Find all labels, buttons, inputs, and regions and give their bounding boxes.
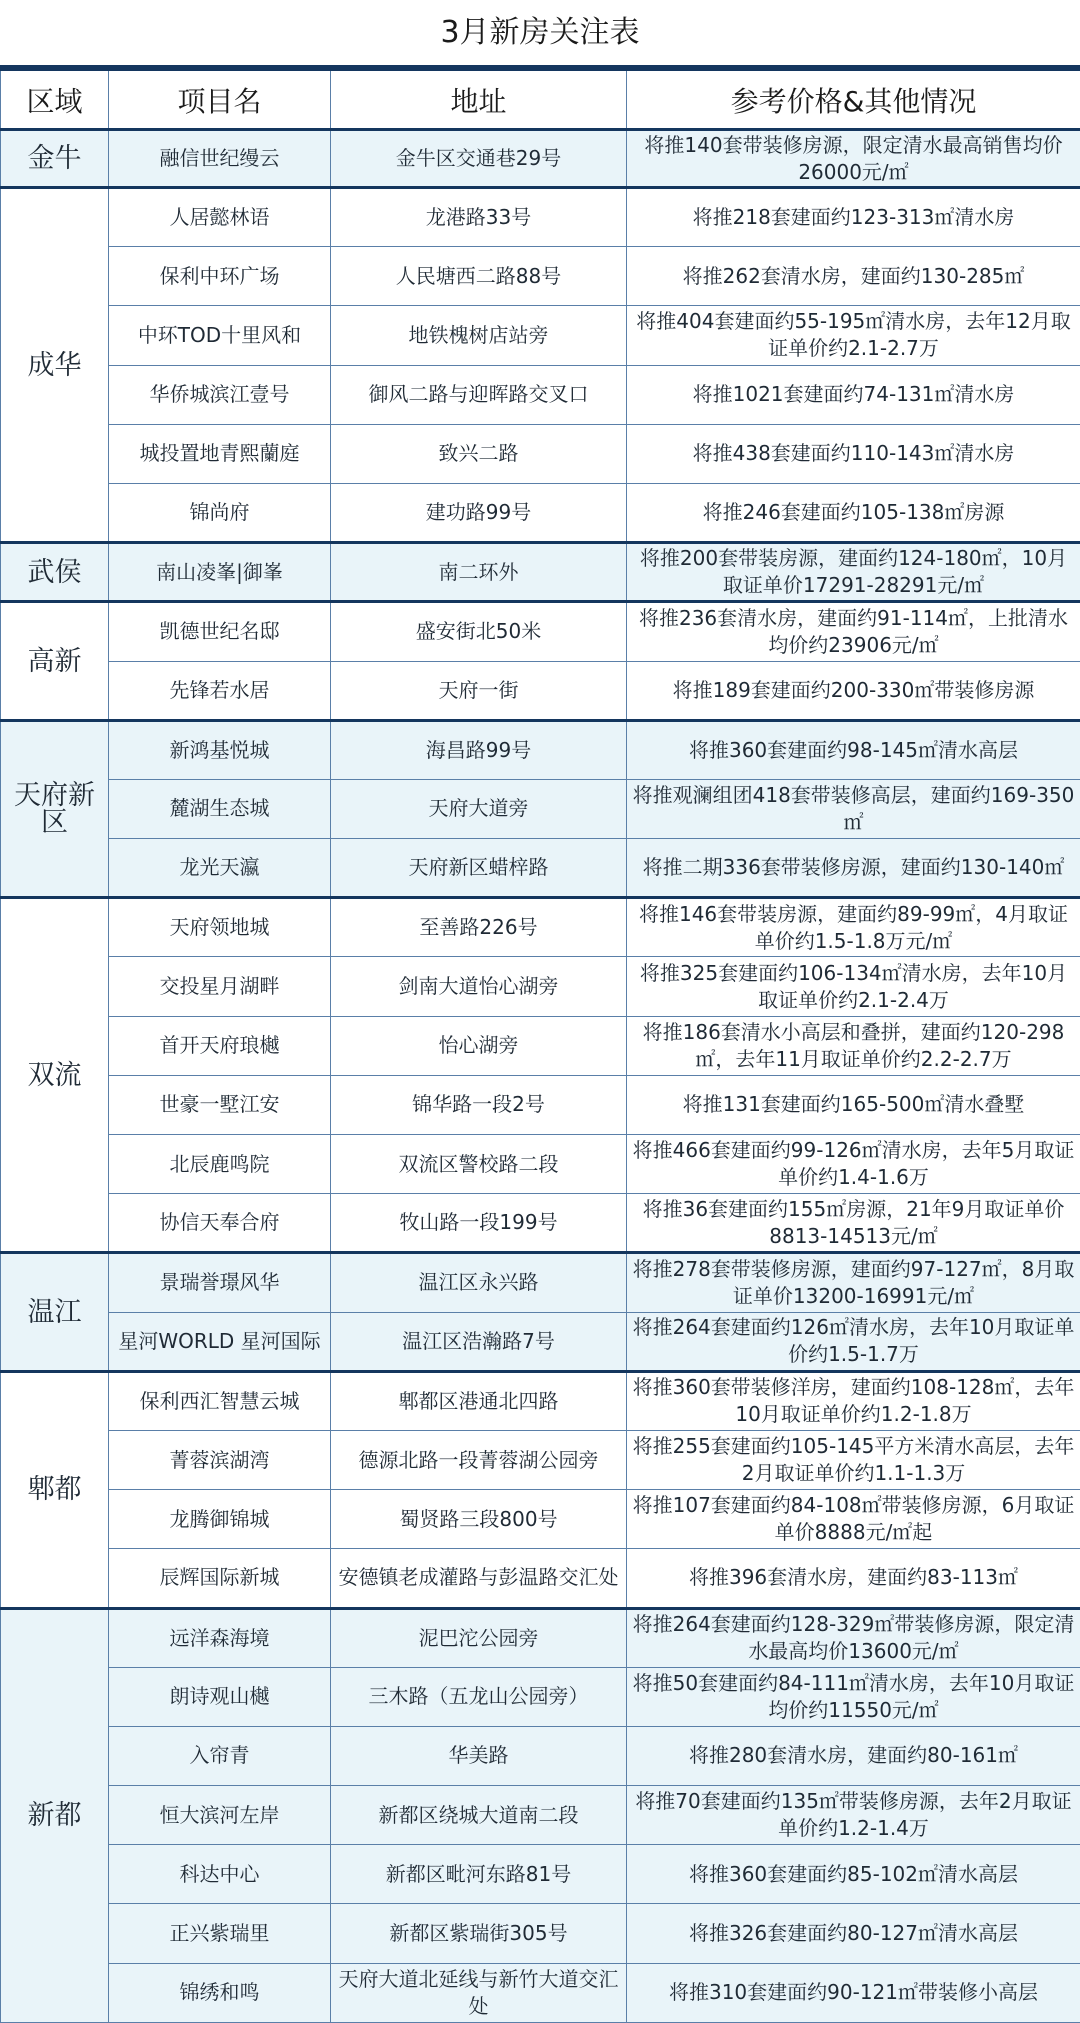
- price-info-cell: 将推200套带装房源，建面约124-180㎡，10月取证单价17291-28291元/㎡: [627, 543, 1080, 602]
- address-cell: 盛安街北50米: [331, 602, 627, 661]
- project-name-cell: 辰辉国际新城: [109, 1549, 331, 1608]
- address-cell: 天府新区蜡梓路: [331, 839, 627, 898]
- address-cell: 龙港路33号: [331, 188, 627, 247]
- district-cell: 成华: [1, 188, 109, 543]
- table-row: [1, 720, 1080, 779]
- address-cell: 华美路: [331, 1726, 627, 1785]
- price-info-cell: 将推186套清水小高层和叠拼，建面约120-298㎡，去年11月取证单价约2.2-2.7万: [627, 1016, 1080, 1075]
- address-cell: 御风二路与迎晖路交叉口: [331, 365, 627, 424]
- price-info-cell: 将推131套建面约165-500㎡清水叠墅: [627, 1075, 1080, 1134]
- address-cell: 蜀贤路三段800号: [331, 1490, 627, 1549]
- address-cell: 郫都区港通北四路: [331, 1371, 627, 1430]
- project-name-cell: 中环TOD十里风和: [109, 306, 331, 365]
- table-row: [1, 1016, 1080, 1075]
- table-row: [1, 898, 1080, 957]
- address-cell: 金牛区交通巷29号: [331, 130, 627, 188]
- price-info-cell: 将推262套清水房，建面约130-285㎡: [627, 247, 1080, 306]
- table-row: [1, 1667, 1080, 1726]
- project-name-cell: 凯德世纪名邸: [109, 602, 331, 661]
- address-cell: 天府大道北延线与新竹大道交汇处: [331, 1963, 627, 2022]
- address-cell: 南二环外: [331, 543, 627, 602]
- project-name-cell: 城投置地青熙蘭庭: [109, 424, 331, 483]
- address-cell: 天府大道旁: [331, 779, 627, 838]
- project-name-cell: 新鸿基悦城: [109, 720, 331, 779]
- new-homes-table: [0, 68, 1080, 2023]
- project-name-cell: 保利西汇智慧云城: [109, 1371, 331, 1430]
- project-name-cell: 人居懿林语: [109, 188, 331, 247]
- project-name-cell: 龙腾御锦城: [109, 1490, 331, 1549]
- address-cell: 地铁槐树店站旁: [331, 306, 627, 365]
- address-cell: 三木路（五龙山公园旁）: [331, 1667, 627, 1726]
- address-cell: 温江区永兴路: [331, 1253, 627, 1312]
- table-row: [1, 188, 1080, 247]
- table-row: [1, 839, 1080, 898]
- page-title: 3月新房关注表: [0, 0, 1080, 68]
- price-info-cell: 将推404套建面约55-195㎡清水房，去年12月取证单价约2.1-2.7万: [627, 306, 1080, 365]
- project-name-cell: 景瑞誉璟风华: [109, 1253, 331, 1312]
- price-info-cell: 将推50套建面约84-111㎡清水房，去年10月取证均价约11550元/㎡: [627, 1667, 1080, 1726]
- address-cell: 新都区绕城大道南二段: [331, 1786, 627, 1845]
- price-info-cell: 将推观澜组团418套带装修高层，建面约169-350㎡: [627, 779, 1080, 838]
- table-row: [1, 1786, 1080, 1845]
- table-row: [1, 130, 1080, 188]
- table-row: [1, 1726, 1080, 1785]
- project-name-cell: 锦绣和鸣: [109, 1963, 331, 2022]
- table-row: [1, 1135, 1080, 1194]
- project-name-cell: 保利中环广场: [109, 247, 331, 306]
- district-cell: 天府新区: [1, 720, 109, 898]
- header-row: [1, 70, 1080, 130]
- price-info-cell: 将推310套建面约90-121㎡带装修小高层: [627, 1963, 1080, 2022]
- address-cell: 牧山路一段199号: [331, 1194, 627, 1253]
- district-cell: 郫都: [1, 1371, 109, 1608]
- table-row: [1, 1549, 1080, 1608]
- table-row: [1, 1194, 1080, 1253]
- price-info-cell: 将推264套建面约126㎡清水房，去年10月取证单价约1.5-1.7万: [627, 1312, 1080, 1371]
- district-cell: 双流: [1, 898, 109, 1253]
- header-project-name: 项目名: [109, 70, 331, 130]
- project-name-cell: 远洋森海境: [109, 1608, 331, 1667]
- price-info-cell: 将推146套带装房源，建面约89-99㎡，4月取证单价约1.5-1.8万元/㎡: [627, 898, 1080, 957]
- project-name-cell: 北辰鹿鸣院: [109, 1135, 331, 1194]
- header-address: 地址: [331, 70, 627, 130]
- address-cell: 致兴二路: [331, 424, 627, 483]
- table-row: [1, 543, 1080, 602]
- project-name-cell: 菁蓉滨湖湾: [109, 1430, 331, 1489]
- table-row: [1, 1845, 1080, 1904]
- price-info-cell: 将推218套建面约123-313㎡清水房: [627, 188, 1080, 247]
- district-cell: 武侯: [1, 543, 109, 602]
- address-cell: 人民塘西二路88号: [331, 247, 627, 306]
- table-row: [1, 483, 1080, 542]
- district-cell: 温江: [1, 1253, 109, 1371]
- table-row: [1, 602, 1080, 661]
- project-name-cell: 南山凌峯|御峯: [109, 543, 331, 602]
- table-row: [1, 1075, 1080, 1134]
- address-cell: 德源北路一段菁蓉湖公园旁: [331, 1430, 627, 1489]
- project-name-cell: 天府领地城: [109, 898, 331, 957]
- price-info-cell: 将推107套建面约84-108㎡带装修房源，6月取证单价8888元/㎡起: [627, 1490, 1080, 1549]
- header-price-info: 参考价格&其他情况: [627, 70, 1080, 130]
- price-info-cell: 将推396套清水房，建面约83-113㎡: [627, 1549, 1080, 1608]
- price-info-cell: 将推1021套建面约74-131㎡清水房: [627, 365, 1080, 424]
- address-cell: 剑南大道怡心湖旁: [331, 957, 627, 1016]
- address-cell: 新都区毗河东路81号: [331, 1845, 627, 1904]
- project-name-cell: 恒大滨河左岸: [109, 1786, 331, 1845]
- price-info-cell: 将推255套建面约105-145平方米清水高层，去年2月取证单价约1.1-1.3万: [627, 1430, 1080, 1489]
- project-name-cell: 交投星月湖畔: [109, 957, 331, 1016]
- project-name-cell: 正兴紫瑞里: [109, 1904, 331, 1963]
- project-name-cell: 科达中心: [109, 1845, 331, 1904]
- address-cell: 至善路226号: [331, 898, 627, 957]
- price-info-cell: 将推360套建面约98-145㎡清水高层: [627, 720, 1080, 779]
- address-cell: 天府一街: [331, 661, 627, 720]
- address-cell: 新都区紫瑞街305号: [331, 1904, 627, 1963]
- table-row: [1, 1371, 1080, 1430]
- price-info-cell: 将推70套建面约135㎡带装修房源，去年2月取证单价约1.2-1.4万: [627, 1786, 1080, 1845]
- price-info-cell: 将推189套建面约200-330㎡带装修房源: [627, 661, 1080, 720]
- price-info-cell: 将推326套建面约80-127㎡清水高层: [627, 1904, 1080, 1963]
- table-row: [1, 779, 1080, 838]
- project-name-cell: 世豪一墅江安: [109, 1075, 331, 1134]
- project-name-cell: 融信世纪缦云: [109, 130, 331, 188]
- district-cell: 金牛: [1, 130, 109, 188]
- price-info-cell: 将推246套建面约105-138㎡房源: [627, 483, 1080, 542]
- price-info-cell: 将推360套带装修洋房，建面约108-128㎡，去年10月取证单价约1.2-1.8万: [627, 1371, 1080, 1430]
- address-cell: 泥巴沱公园旁: [331, 1608, 627, 1667]
- project-name-cell: 麓湖生态城: [109, 779, 331, 838]
- project-name-cell: 朗诗观山樾: [109, 1667, 331, 1726]
- project-name-cell: 龙光天瀛: [109, 839, 331, 898]
- address-cell: 双流区警校路二段: [331, 1135, 627, 1194]
- table-row: [1, 1963, 1080, 2022]
- price-info-cell: 将推278套带装修房源，建面约97-127㎡，8月取证单价13200-16991元/㎡: [627, 1253, 1080, 1312]
- table-body: [1, 130, 1080, 2023]
- table-row: [1, 1904, 1080, 1963]
- project-name-cell: 入帘青: [109, 1726, 331, 1785]
- table-row: [1, 424, 1080, 483]
- address-cell: 安德镇老成灌路与彭温路交汇处: [331, 1549, 627, 1608]
- price-info-cell: 将推466套建面约99-126㎡清水房，去年5月取证单价约1.4-1.6万: [627, 1135, 1080, 1194]
- address-cell: 温江区浩瀚路7号: [331, 1312, 627, 1371]
- table-row: [1, 1490, 1080, 1549]
- project-name-cell: 华侨城滨江壹号: [109, 365, 331, 424]
- table-row: [1, 957, 1080, 1016]
- table-row: [1, 661, 1080, 720]
- table-row: [1, 1253, 1080, 1312]
- table-row: [1, 247, 1080, 306]
- project-name-cell: 锦尚府: [109, 483, 331, 542]
- table-row: [1, 306, 1080, 365]
- project-name-cell: 协信天奉合府: [109, 1194, 331, 1253]
- price-info-cell: 将推二期336套带装修房源，建面约130-140㎡: [627, 839, 1080, 898]
- price-info-cell: 将推264套建面约128-329㎡带装修房源，限定清水最高均价13600元/㎡: [627, 1608, 1080, 1667]
- table-row: [1, 365, 1080, 424]
- district-cell: 高新: [1, 602, 109, 720]
- table-row: [1, 1608, 1080, 1667]
- table-row: [1, 1430, 1080, 1489]
- header-district: 区域: [1, 70, 109, 130]
- address-cell: 锦华路一段2号: [331, 1075, 627, 1134]
- project-name-cell: 星河WORLD 星河国际: [109, 1312, 331, 1371]
- price-info-cell: 将推236套清水房，建面约91-114㎡，上批清水均价约23906元/㎡: [627, 602, 1080, 661]
- price-info-cell: 将推140套带装修房源，限定清水最高销售均价26000元/㎡: [627, 130, 1080, 188]
- price-info-cell: 将推325套建面约106-134㎡清水房，去年10月取证单价约2.1-2.4万: [627, 957, 1080, 1016]
- district-cell: 新都: [1, 1608, 109, 2022]
- price-info-cell: 将推36套建面约155㎡房源，21年9月取证单价8813-14513元/㎡: [627, 1194, 1080, 1253]
- address-cell: 建功路99号: [331, 483, 627, 542]
- price-info-cell: 将推360套建面约85-102㎡清水高层: [627, 1845, 1080, 1904]
- price-info-cell: 将推438套建面约110-143㎡清水房: [627, 424, 1080, 483]
- address-cell: 怡心湖旁: [331, 1016, 627, 1075]
- address-cell: 海昌路99号: [331, 720, 627, 779]
- project-name-cell: 先锋若水居: [109, 661, 331, 720]
- table-row: [1, 1312, 1080, 1371]
- price-info-cell: 将推280套清水房，建面约80-161㎡: [627, 1726, 1080, 1785]
- project-name-cell: 首开天府琅樾: [109, 1016, 331, 1075]
